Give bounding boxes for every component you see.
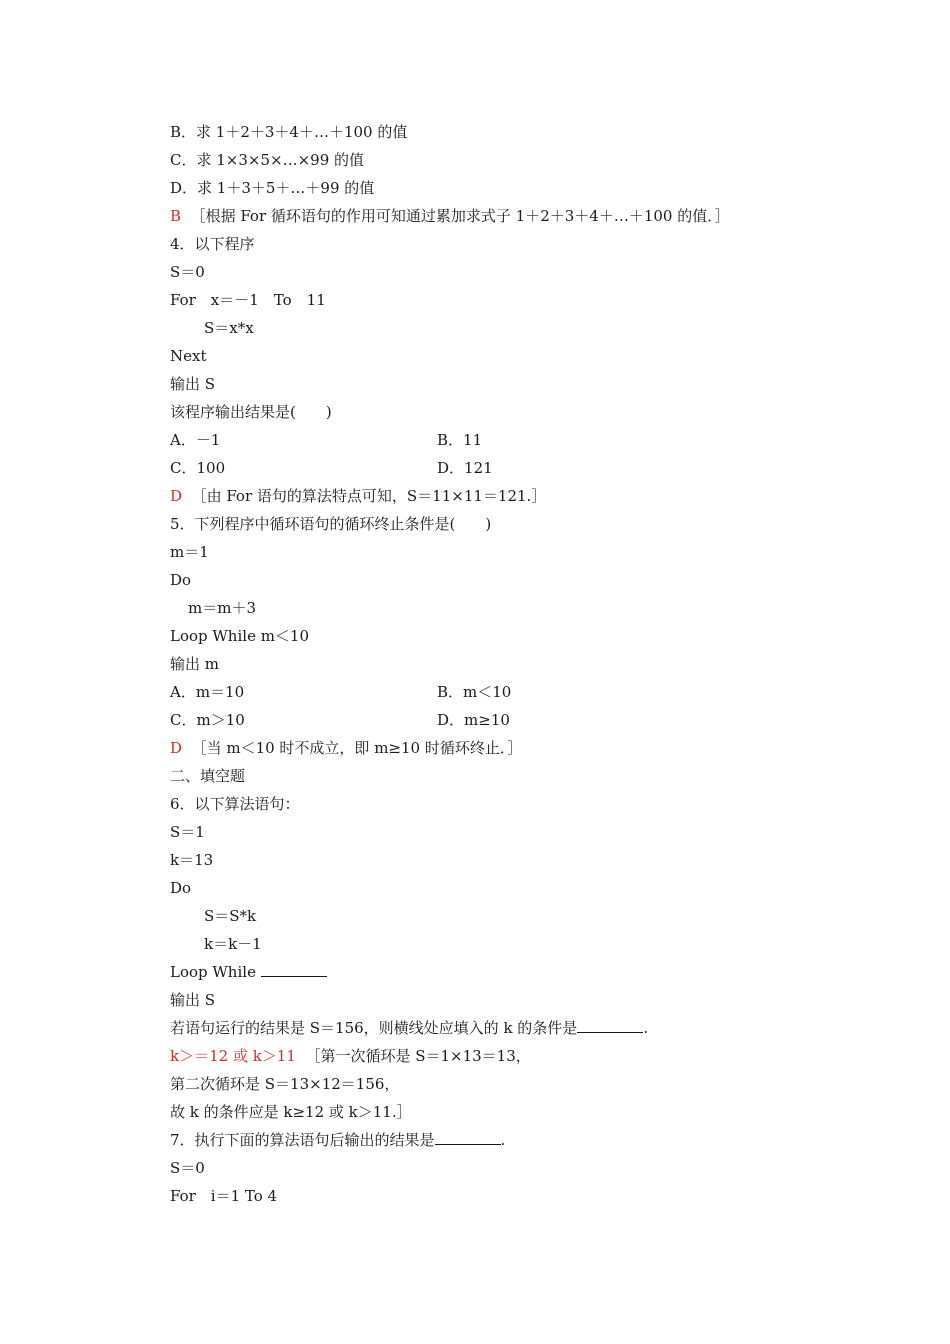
- question-text: 6．以下算法语句：: [170, 795, 300, 813]
- fill-blank: [435, 1130, 501, 1145]
- code-line: [170, 1184, 277, 1208]
- answer-explanation-line: [170, 1100, 412, 1124]
- option-d-text: D．求 1＋3＋5＋…＋99 的值: [170, 179, 375, 197]
- option-text: C．100: [170, 459, 226, 477]
- code-line: [204, 932, 262, 956]
- code-line: [170, 372, 215, 396]
- option-text: D．121: [437, 459, 493, 477]
- section-heading: [170, 764, 245, 788]
- fill-blank: [577, 1018, 643, 1033]
- code-text: For x＝－1 To 11: [170, 291, 326, 309]
- answer-value: k＞＝12 或 k＞11: [170, 1047, 296, 1065]
- code-line: [170, 540, 209, 564]
- section-title: 二、填空题: [170, 767, 246, 785]
- code-line: [170, 848, 213, 872]
- code-text: m＝m＋3: [188, 599, 256, 617]
- answer-q6: [170, 1044, 531, 1068]
- code-text: Loop While: [170, 963, 256, 981]
- answer-letter: D: [170, 739, 183, 757]
- question-text: 4．以下程序: [170, 235, 255, 253]
- answer-q5: [170, 736, 522, 760]
- question-5-title: [170, 512, 491, 536]
- question-text: 7．执行下面的算法语句后输出的结果是: [170, 1131, 435, 1149]
- code-line: [170, 568, 191, 592]
- code-text: S＝0: [170, 1159, 205, 1177]
- code-text: Do: [170, 571, 192, 589]
- code-line: [170, 624, 309, 648]
- code-text: S＝x*x: [204, 319, 254, 337]
- option-text: B．m＜10: [437, 683, 512, 701]
- code-text: S＝0: [170, 263, 205, 281]
- question-7-title: [170, 1128, 505, 1152]
- answer-letter: D: [170, 487, 183, 505]
- option-c: [170, 148, 364, 172]
- question-6-title: [170, 792, 300, 816]
- code-text: 输出 S: [170, 375, 216, 393]
- fill-blank: [261, 962, 327, 977]
- answer-q3: [170, 204, 730, 228]
- question-text: 该程序输出结果是( ): [170, 403, 332, 421]
- option-d: [437, 708, 510, 732]
- code-text: k＝13: [170, 851, 214, 869]
- option-text: A．m＝10: [170, 683, 245, 701]
- answer-explanation: ［由 For 语句的算法特点可知，S＝11×11＝121.］: [191, 487, 547, 505]
- code-line: [170, 988, 215, 1012]
- code-line: [170, 820, 205, 844]
- question-6-prompt: [170, 1016, 648, 1040]
- code-text: S＝1: [170, 823, 205, 841]
- answer-explanation-line: [170, 1072, 399, 1096]
- option-b: [170, 120, 407, 144]
- code-text: Do: [170, 879, 192, 897]
- option-text: D．m≥10: [437, 711, 510, 729]
- option-c: [170, 708, 245, 732]
- option-text: A．－1: [170, 431, 221, 449]
- code-text: Next: [170, 347, 207, 365]
- answer-explanation: ［第一次循环是 S＝1×13＝13，: [305, 1047, 531, 1065]
- answer-explanation: ［根据 For 循环语句的作用可知通过累加求式子 1＋2＋3＋4＋…＋100 的值．］: [190, 207, 730, 225]
- option-text: B．11: [437, 431, 483, 449]
- question-4-prompt: [170, 400, 332, 424]
- question-text: 5．下列程序中循环语句的循环终止条件是( ): [170, 515, 492, 533]
- code-line: [170, 652, 219, 676]
- option-b: [437, 680, 511, 704]
- option-c-text: C．求 1×3×5×…×99 的值: [170, 151, 365, 169]
- code-line: [188, 596, 256, 620]
- option-a: [170, 428, 220, 452]
- question-text: 若语句运行的结果是 S＝156，则横线处应填入的 k 的条件是: [170, 1019, 578, 1037]
- option-a: [170, 680, 244, 704]
- code-line: [170, 344, 207, 368]
- option-d: [170, 176, 374, 200]
- code-text: m＝1: [170, 543, 209, 561]
- option-d: [437, 456, 493, 480]
- question-4-title: [170, 232, 255, 256]
- option-b: [437, 428, 482, 452]
- code-text: k＝k－1: [204, 935, 262, 953]
- code-line: [170, 876, 191, 900]
- question-end: .: [643, 1019, 649, 1037]
- code-line: [204, 316, 254, 340]
- answer-q4: [170, 484, 546, 508]
- code-line: [170, 288, 326, 312]
- code-line: [170, 1156, 205, 1180]
- code-text: Loop While m＜10: [170, 627, 310, 645]
- code-text: S＝S*k: [204, 907, 257, 925]
- option-c: [170, 456, 225, 480]
- code-line: [170, 960, 327, 984]
- code-text: 输出 m: [170, 655, 219, 673]
- question-end: .: [500, 1131, 506, 1149]
- answer-letter: B: [170, 207, 182, 225]
- code-line: [204, 904, 256, 928]
- answer-explanation: ［当 m＜10 时不成立，即 m≥10 时循环终止．］: [191, 739, 523, 757]
- answer-explanation: 第二次循环是 S＝13×12＝156，: [170, 1075, 400, 1093]
- answer-explanation: 故 k 的条件应是 k≥12 或 k＞11.］: [170, 1103, 412, 1121]
- option-b-text: B．求 1＋2＋3＋4＋…＋100 的值: [170, 123, 408, 141]
- code-text: 输出 S: [170, 991, 216, 1009]
- code-line: [170, 260, 205, 284]
- code-text: For i＝1 To 4: [170, 1187, 278, 1205]
- option-text: C．m＞10: [170, 711, 245, 729]
